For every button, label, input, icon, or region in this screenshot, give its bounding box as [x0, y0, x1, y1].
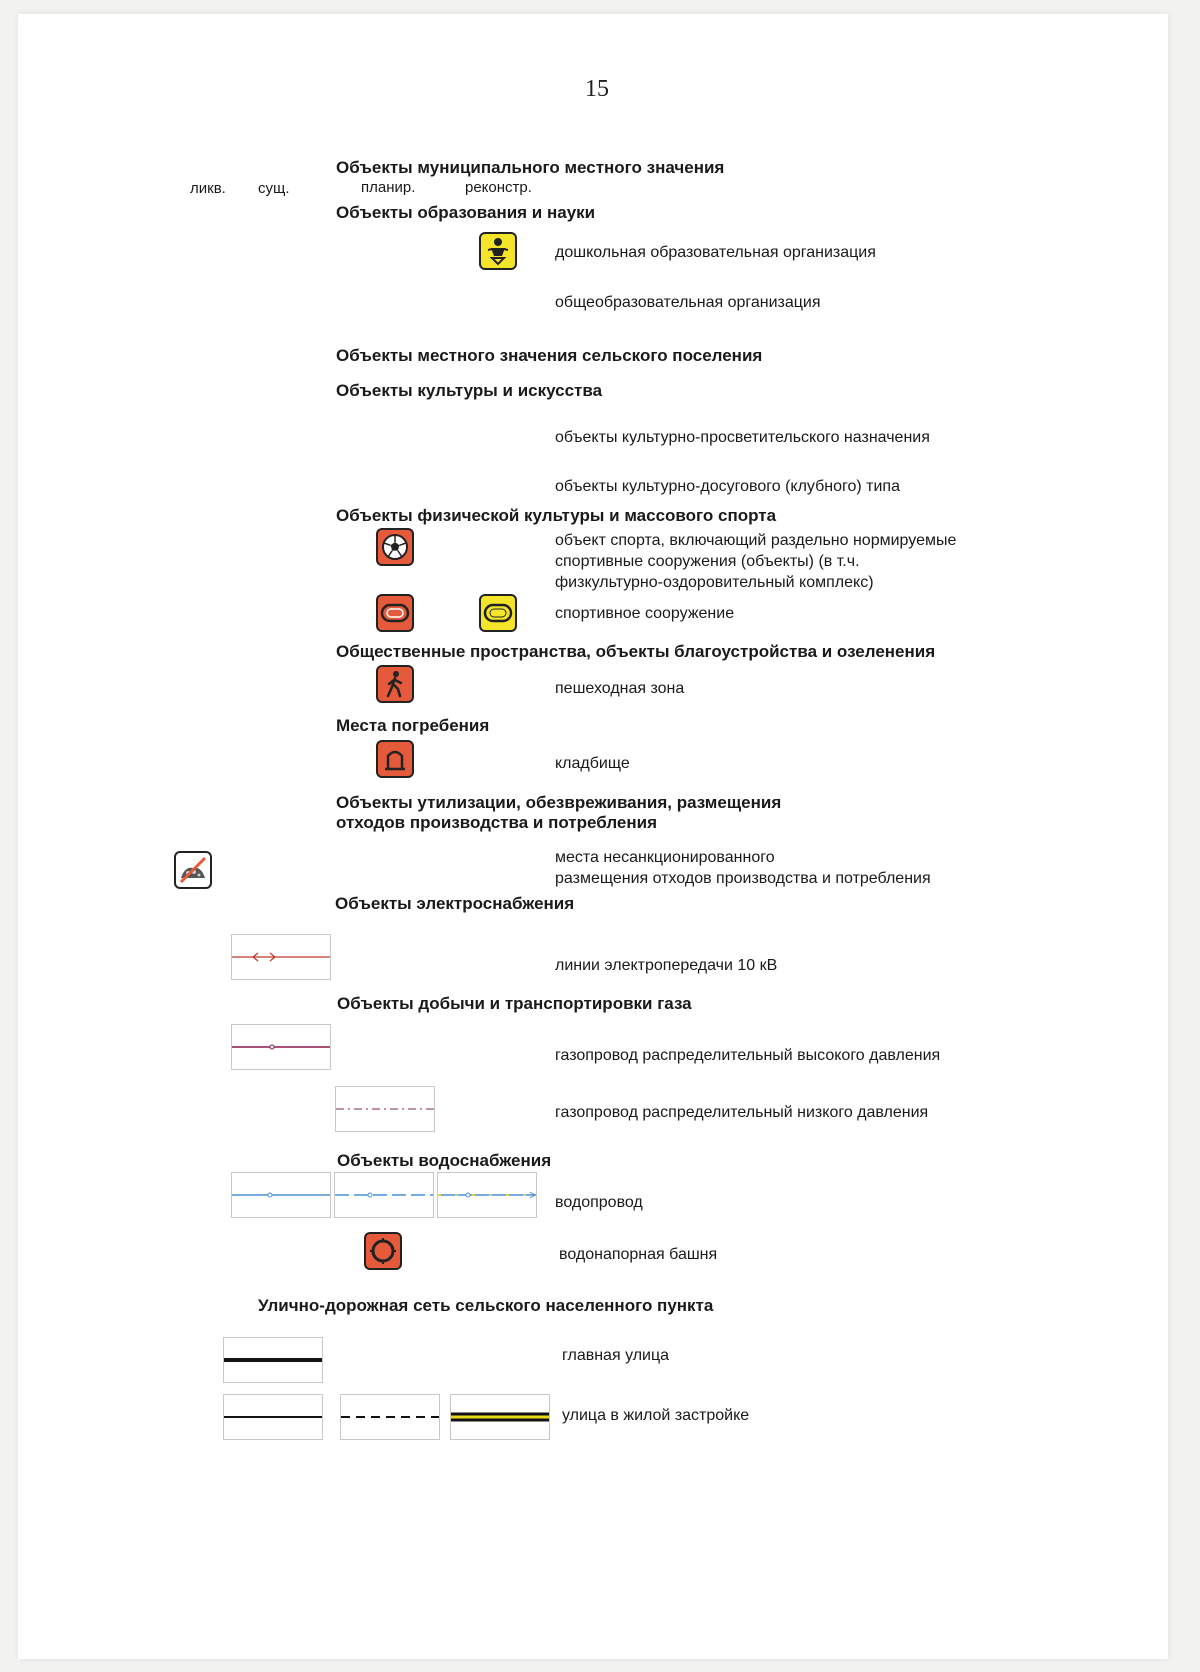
waste-item-line-2: размещения отходов производства и потребления [555, 870, 931, 887]
section-title-local-settlement: Объекты местного значения сельского поселения [336, 346, 763, 365]
legend-item-cemetery: кладбище [555, 755, 630, 772]
column-label-reconstructed: реконстр. [465, 179, 532, 196]
legend-item-sport-facility: спортивное сооружение [555, 605, 735, 622]
legend-item-waste-unauthorized [555, 847, 931, 889]
legend-item-culture-leisure: объекты культурно-досугового (клубного) типа [555, 478, 900, 495]
legend-item-water-pipe: водопровод [555, 1194, 643, 1211]
legend-item-power-line: линии электропередачи 10 кВ [555, 957, 778, 974]
legend-item-preschool: дошкольная образовательная организация [555, 244, 876, 261]
pedestrian-icon [376, 665, 414, 703]
water-pipe-planned-symbol [334, 1172, 434, 1218]
power-line-symbol [231, 934, 331, 980]
legend-title: Объекты муниципального местного значения [336, 158, 725, 177]
water-tower-icon [364, 1232, 402, 1270]
legend-item-gas-low: газопровод распределительный низкого давления [555, 1104, 929, 1121]
column-label-liquidated: ликв. [190, 180, 226, 197]
sport-complex-line-2: спортивные сооружения (объекты) (в т.ч. [555, 553, 860, 570]
legend-item-pedestrian-zone: пешеходная зона [555, 680, 685, 697]
page-number: 15 [585, 76, 609, 102]
water-pipe-existing-symbol [231, 1172, 331, 1218]
waste-title-line-2: отходов производства и потребления [336, 813, 657, 832]
legend-item-culture-education: объекты культурно-просветительского назначения [555, 429, 930, 446]
section-title-roads: Улично-дорожная сеть сельского населенного пункта [258, 1296, 714, 1315]
main-street-symbol [223, 1337, 323, 1383]
section-title-power: Объекты электроснабжения [335, 894, 575, 913]
section-title-gas: Объекты добычи и транспортировки газа [337, 994, 692, 1013]
section-title-education: Объекты образования и науки [336, 203, 596, 222]
legend-item-sport-complex [555, 530, 956, 593]
section-title-burial: Места погребения [336, 716, 490, 735]
child-icon [479, 232, 517, 270]
waste-title-line-1: Объекты утилизации, обезвреживания, размещения [336, 793, 782, 812]
column-label-planned: планир. [361, 179, 416, 196]
sport-complex-line-3: физкультурно-оздоровительный комплекс) [555, 574, 874, 591]
water-pipe-reconstructed-symbol [437, 1172, 537, 1218]
residential-street-planned-symbol [340, 1394, 440, 1440]
legend-item-water-tower: водонапорная башня [559, 1246, 718, 1263]
legend-item-main-street: главная улица [562, 1347, 670, 1364]
gas-low-pressure-symbol [335, 1086, 435, 1132]
residential-street-reconstructed-symbol [450, 1394, 550, 1440]
document-page [18, 14, 1168, 1659]
legend-item-gas-high: газопровод распределительный высокого давления [555, 1047, 941, 1064]
section-title-water: Объекты водоснабжения [337, 1151, 552, 1170]
section-title-sport: Объекты физической культуры и массового спорта [336, 506, 777, 525]
column-label-existing: сущ. [258, 180, 290, 197]
section-title-culture: Объекты культуры и искусства [336, 381, 603, 400]
cemetery-gate-icon [376, 740, 414, 778]
legend-item-general-school: общеобразовательная организация [555, 294, 821, 311]
section-title-waste [336, 793, 781, 833]
section-title-public-spaces: Общественные пространства, объекты благоустройства и озеленения [336, 642, 936, 661]
waste-dump-crossed-icon [174, 851, 212, 889]
sport-complex-line-1: объект спорта, включающий раздельно нормируемые [555, 532, 957, 549]
stadium-track-icon [479, 594, 517, 632]
waste-item-line-1: места несанкционированного [555, 849, 775, 866]
gas-high-pressure-symbol [231, 1024, 331, 1070]
soccer-ball-icon [376, 528, 414, 566]
residential-street-existing-symbol [223, 1394, 323, 1440]
stadium-track-icon [376, 594, 414, 632]
legend-item-residential-street: улица в жилой застройке [562, 1407, 750, 1424]
